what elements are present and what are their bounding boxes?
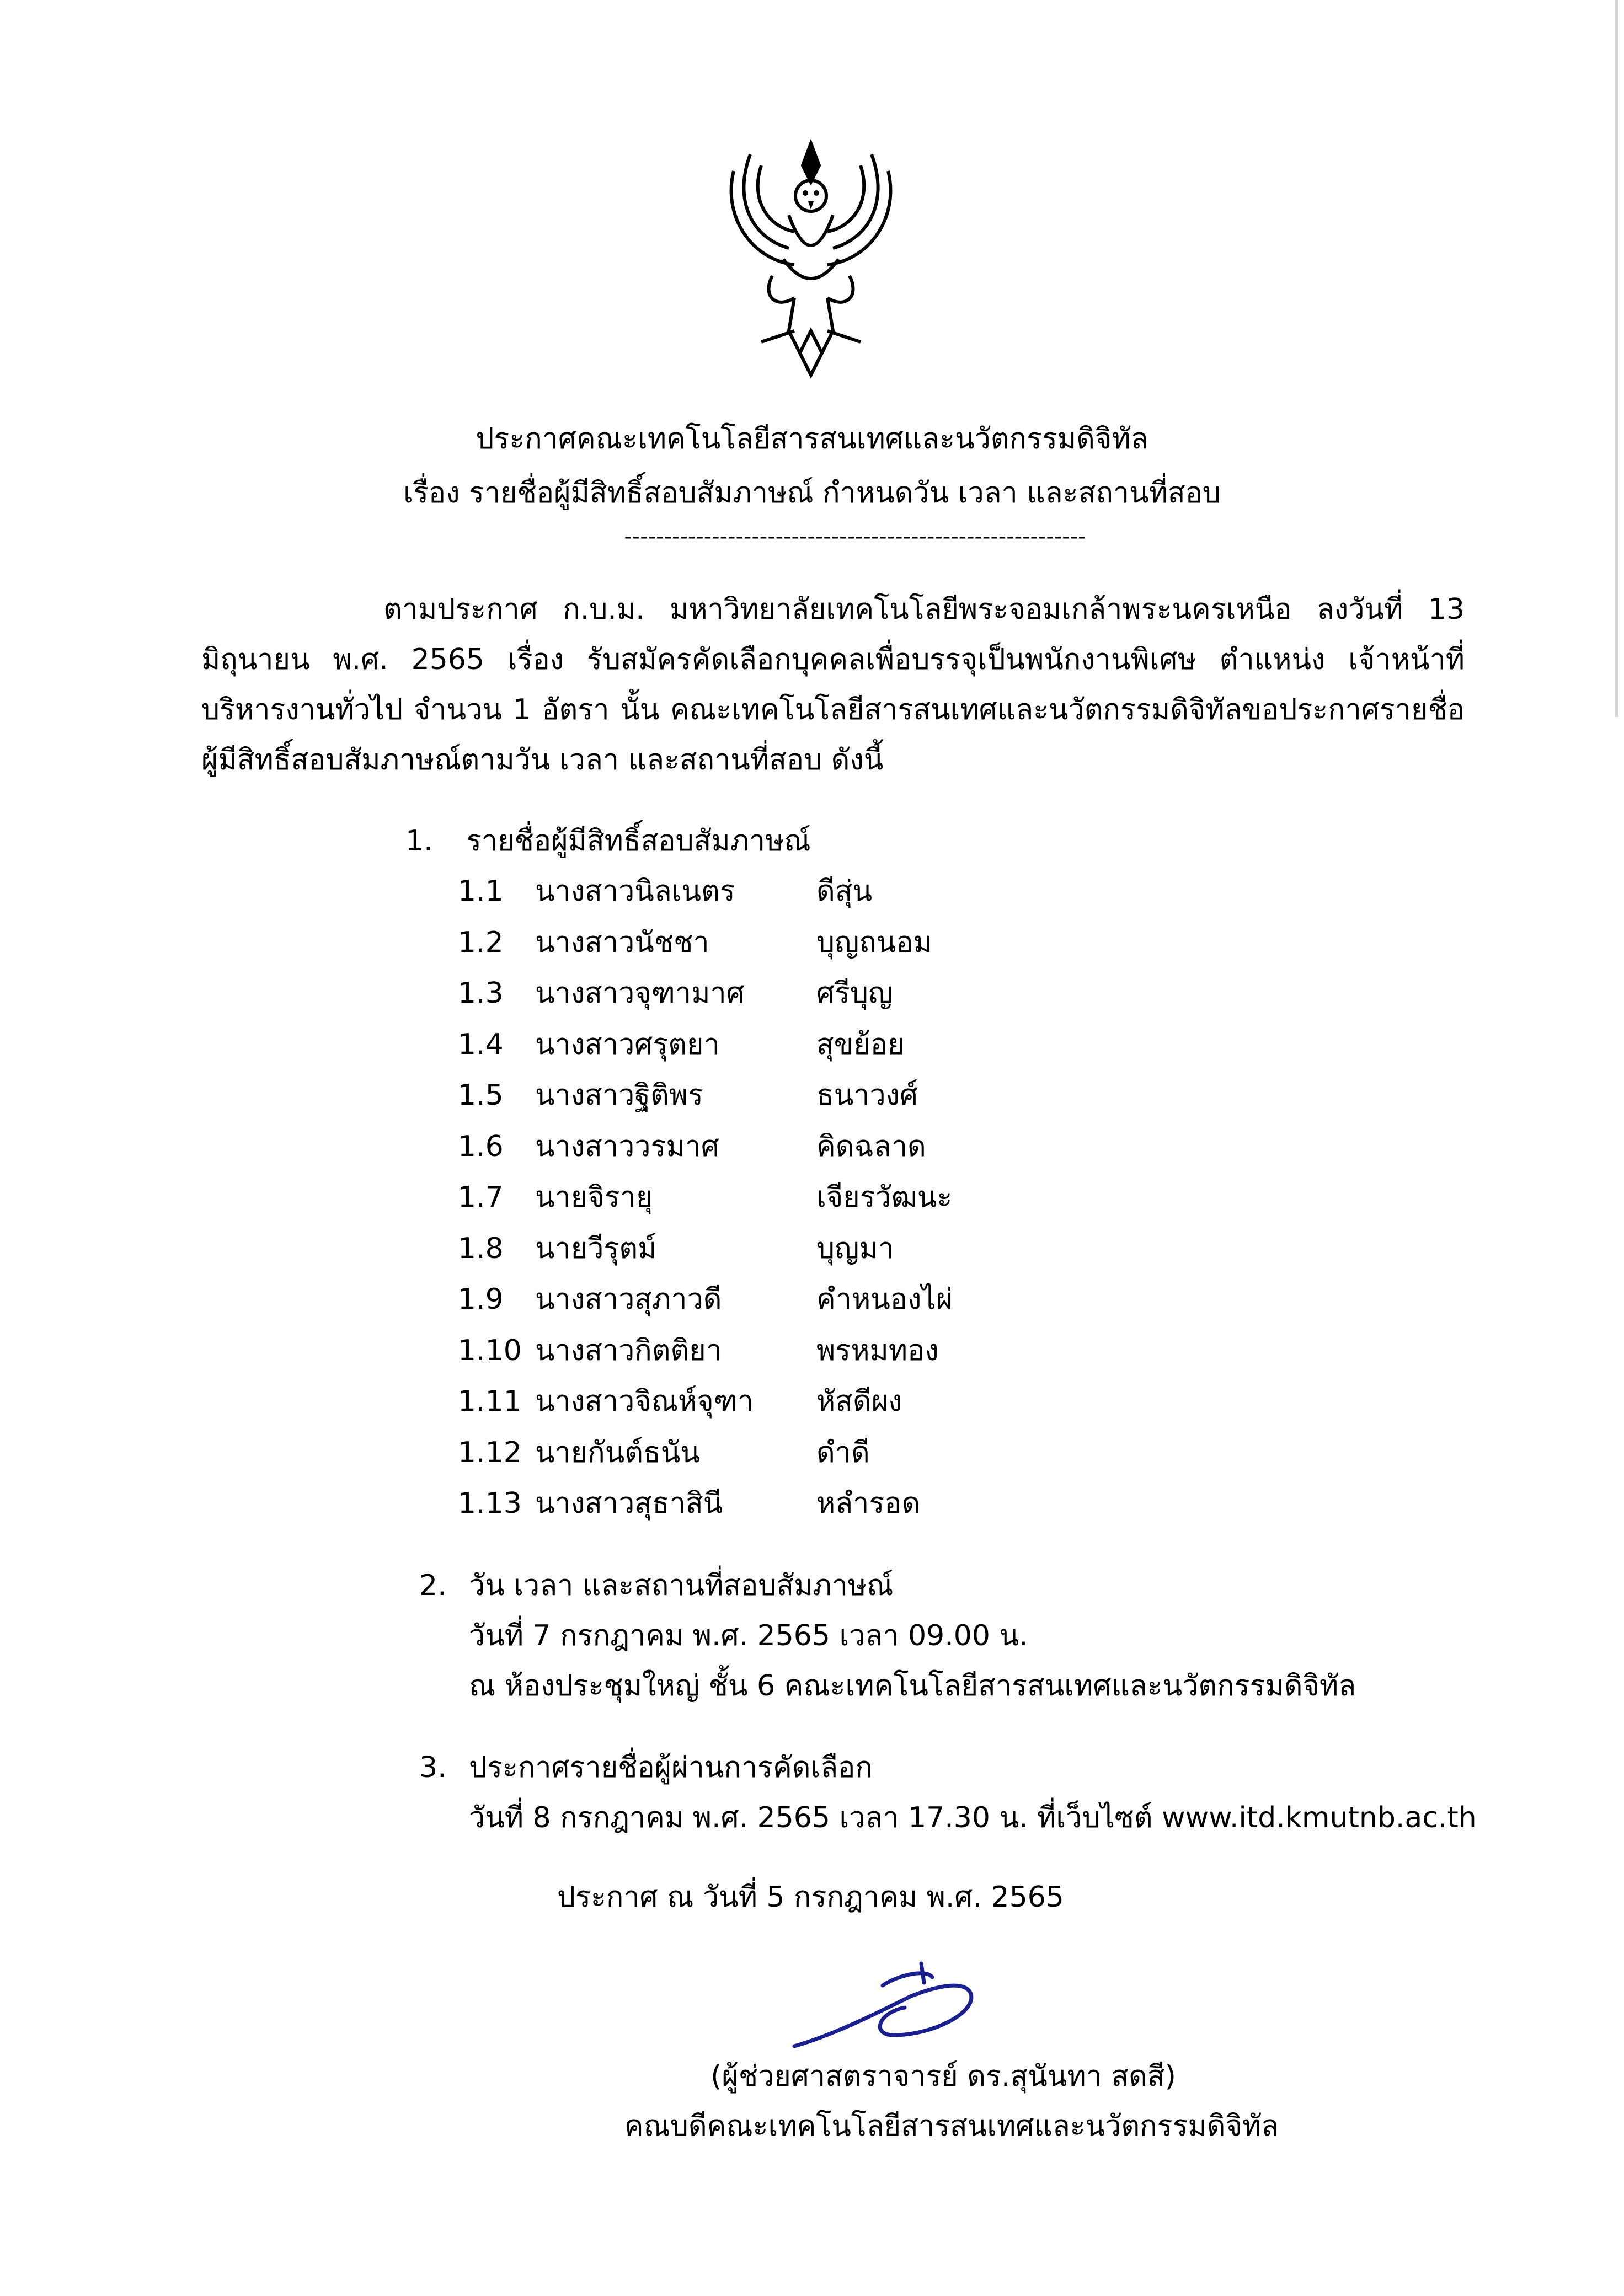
section-2-number: 2.	[419, 1569, 447, 1602]
section-1-heading	[405, 816, 811, 866]
section-3	[419, 1743, 1477, 1843]
garuda-emblem-icon	[717, 132, 905, 381]
section-2-title: วัน เวลา และสถานที่สอบสัมภาษณ์	[469, 1569, 894, 1602]
signatory-position: คณบดีคณะเทคโนโลยีสารสนเทศและนวัตกรรมดิจิทัล	[624, 2110, 1279, 2143]
section-1-number: 1.	[405, 825, 433, 858]
title-line-2: เรื่อง รายชื่อผู้มีสิทธิ์สอบสัมภาษณ์ กำหนดวัน เวลา และสถานที่สอบ	[403, 477, 1221, 510]
title-line-1: ประกาศคณะเทคโนโลยีสารสนเทศและนวัตกรรมดิจิทัล	[476, 422, 1148, 456]
section-1-title: รายชื่อผู้มีสิทธิ์สอบสัมภาษณ์	[466, 825, 811, 858]
section-2	[419, 1561, 1356, 1711]
scan-edge-shadow	[1615, 0, 1618, 717]
intro-paragraph: ตามประกาศ ก.บ.ม. มหาวิทยาลัยเทคโนโลยีพระจอมเกล้าพระนครเหนือ ลงวันที่ 13 มิถุนายน พ.ศ. 2565 เรื่อง รับสมัครคัดเลือกบุคคลเพื่อบรรจุเป็นพนักงานพิเศษ ตำแหน่ง เจ้าหน้าที่บริหารงานทั่วไป จำนวน 1 อัตรา นั้น คณะเทคโนโลยีสารสนเทศและนวัตกรรมดิจิทัลขอประกาศรายชื่อผู้มีสิทธิ์สอบสัมภาษณ์ตามวัน เวลา และสถานที่สอบ ดังนี้	[201, 593, 1465, 777]
signatory-name: (ผู้ช่วยศาสตราจารย์ ดร.สุนันทา สดสี)	[710, 2060, 1176, 2093]
signature-image	[783, 1952, 1004, 2063]
separator-line: ----------------------------------------------------------	[624, 524, 1086, 549]
section-3-number: 3.	[419, 1751, 447, 1784]
section-2-date: วันที่ 7 กรกฎาคม พ.ศ. 2565 เวลา 09.00 น.	[469, 1619, 1028, 1652]
section-3-title: ประกาศรายชื่อผู้ผ่านการคัดเลือก	[469, 1751, 873, 1784]
section-3-date: วันที่ 8 กรกฎาคม พ.ศ. 2565 เวลา 17.30 น. ที่เว็บไซต์ www.itd.kmutnb.ac.th	[469, 1801, 1477, 1834]
document-page: ประกาศคณะเทคโนโลยีสารสนเทศและนวัตกรรมดิจิทัล เรื่อง รายชื่อผู้มีสิทธิ์สอบสัมภาษณ์ กำหนดวัน เวลา และสถานที่สอบ ---------------------------------------------------------- ตามประกาศ ก.บ.ม. มหาวิทยาลัยเทคโนโลยีพระจอมเกล้าพระนครเหนือ ลงวันที่ 13 มิถุนายน พ.ศ. 2565 เรื่อง รับสมัครคัดเลือกบุคคลเพื่อบรรจุเป็นพนักงานพิเศษ ตำแหน่ง เจ้าหน้าที่บริหารงานทั่วไป จำนวน 1 อัตรา นั้น คณะเทคโนโลยีสารสนเทศและนวัตกรรมดิจิทัลขอประกาศรายชื่อผู้มีสิทธิ์สอบสัมภาษณ์ตามวัน เวลา และสถานที่สอบ ดังนี้ 1. รายชื่อผู้มีสิทธิ์สอบสัมภาษณ์ 1.1 นางสาวนิลเนตร ดีสุ่น 1.2 นางสาวนัชชา บุญถนอม 1.3 นางสาวจุฑามาศ ศรีบุญ 1.4 นางสาวศรุตยา สุขย้อย 1.5 นางสาวฐิติพร ธนาวงศ์ 1.6 นางสาววรมาศ คิดฉลาด 1.7 นายจิรายุ เจียรวัฒนะ 1.8 นายวีรุตม์ บุญมา 1.9 นางสาวสุภาวดี คำหนองไผ่ 1.10 นางสาวกิตติยา พรหมทอง 1.11 นางสาวจิณห์จุฑา หัสดีผง 1.12 นายกันต์ธนัน ดำดี 1.13 นางสาวสุธาสินี หลำรอด 2. วัน เวลา และสถานที่สอบสัมภาษณ์ วันที่ 7 กรกฎาคม พ.ศ. 2565 เวลา 09.00 น. ณ ห้องประชุมใหญ่ ชั้น 6 คณะเทคโนโลยีสารสนเทศและนวัตกรรมดิจิทัล 3. ประกาศรายชื่อผู้ผ่านการคัดเลือก วันที่ 8 กรกฎาคม พ.ศ. 2565 เวลา 17.30 น. ที่เว็บไซต์ www.itd.kmutnb.ac.th ประกาศ ณ วันที่ 5 กรกฎาคม พ.ศ. 2565 (ผู้ช่วยศาสตราจารย์ ดร.สุนันทา สดสี) คณบดีคณะเทคโนโลยีสารสนเทศและนวัตกรรมดิจิทัล	[0, 0, 1624, 2296]
section-2-place: ณ ห้องประชุมใหญ่ ชั้น 6 คณะเทคโนโลยีสารสนเทศและนวัตกรรมดิจิทัล	[469, 1669, 1356, 1703]
announce-date: ประกาศ ณ วันที่ 5 กรกฎาคม พ.ศ. 2565	[557, 1881, 1064, 1914]
